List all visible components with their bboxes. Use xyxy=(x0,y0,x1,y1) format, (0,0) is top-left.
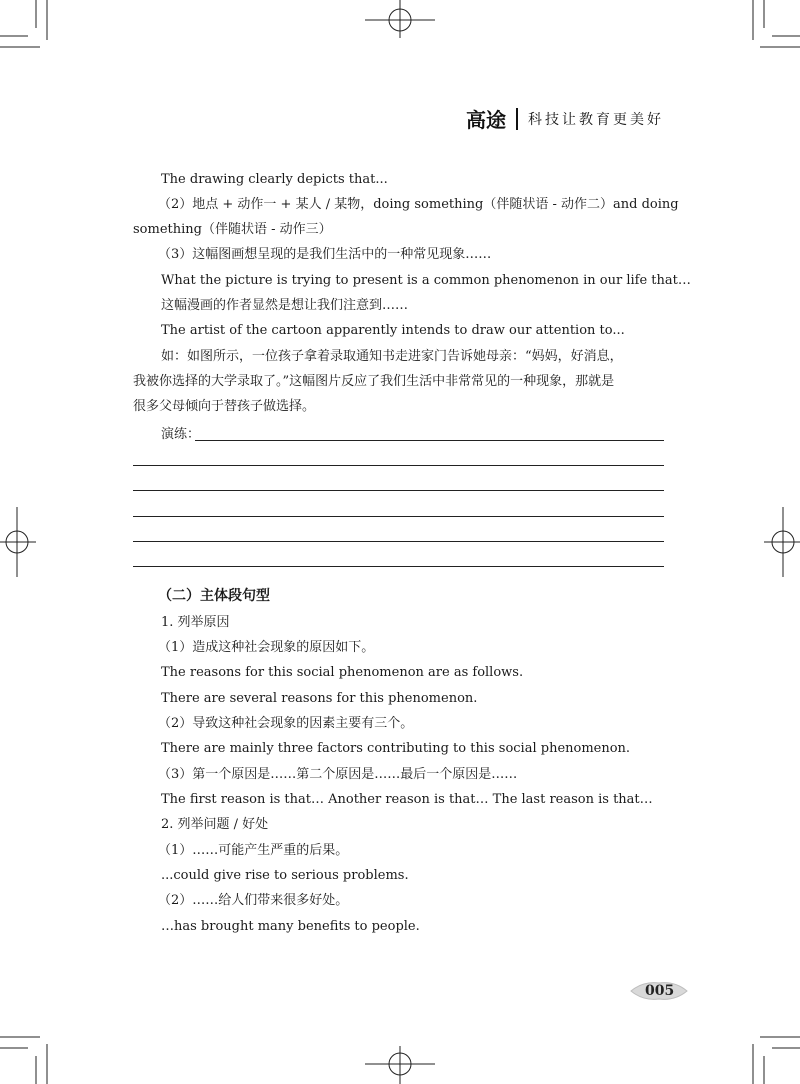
text-line: 如：如图所示，一位孩子拿着录取通知书走进家门告诉她母亲：“妈妈，好消息， xyxy=(161,349,623,364)
page-number: 005 xyxy=(645,983,675,999)
practice-label: 演练： xyxy=(161,427,201,442)
answer-line xyxy=(133,566,664,567)
section-title: （二）主体段句型 xyxy=(158,588,270,604)
body-line: The first reason is that… Another reason is that… The last reason is that… xyxy=(161,792,653,807)
text-line: What the picture is trying to present is a common phenomenon in our life that… xyxy=(161,273,691,288)
text-line: The drawing clearly depicts that... xyxy=(161,172,388,187)
answer-line xyxy=(133,490,664,491)
page-number-badge xyxy=(629,978,689,1004)
body-line: There are mainly three factors contributing to this social phenomenon. xyxy=(161,741,631,756)
header-slogan: 科技让教育更美好 xyxy=(528,111,664,128)
answer-line xyxy=(195,440,664,441)
body-line: （2）导致这种社会现象的因素主要有三个。 xyxy=(158,716,414,731)
answer-line xyxy=(133,516,664,517)
body-line: …has brought many benefits to people. xyxy=(161,919,420,934)
text-line: something（伴随状语 - 动作三） xyxy=(133,222,332,237)
brand-logo-text: 高途 xyxy=(466,108,506,132)
body-line: 2. 列举问题 / 好处 xyxy=(161,817,269,832)
body-line: ...could give rise to serious problems. xyxy=(161,868,409,883)
answer-line xyxy=(133,541,664,542)
body-line: The reasons for this social phenomenon are as follows. xyxy=(161,665,524,680)
text-line: 我被你选择的大学录取了。”这幅图片反应了我们生活中非常常见的一种现象，那就是 xyxy=(133,374,615,389)
body-line: There are several reasons for this phenomenon. xyxy=(161,691,478,706)
body-line: （1）造成这种社会现象的原因如下。 xyxy=(158,640,375,655)
body-line: 1. 列举原因 xyxy=(161,615,230,630)
text-line: （3）这幅图画想呈现的是我们生活中的一种常见现象…… xyxy=(158,247,492,262)
text-line: 很多父母倾向于替孩子做选择。 xyxy=(133,399,316,414)
header-divider xyxy=(516,108,518,130)
text-line: The artist of the cartoon apparently intends to draw our attention to... xyxy=(161,323,625,338)
answer-line xyxy=(133,465,664,466)
body-line: （2）……给人们带来很多好处。 xyxy=(158,893,349,908)
page-header xyxy=(466,104,664,133)
body-line: （3）第一个原因是……第二个原因是……最后一个原因是…… xyxy=(158,767,518,782)
text-line: （2）地点 + 动作一 + 某人 / 某物，doing something（伴随状语 - 动作二）and doing xyxy=(158,197,679,212)
text-line: 这幅漫画的作者显然是想让我们注意到…… xyxy=(161,298,409,313)
body-line: （1）……可能产生严重的后果。 xyxy=(158,843,349,858)
